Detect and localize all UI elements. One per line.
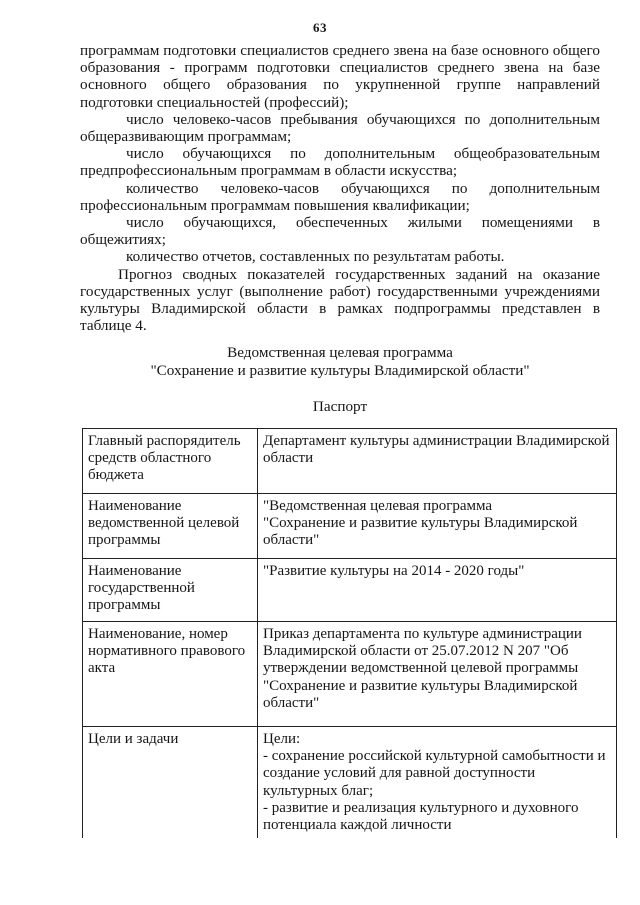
page-number: 63	[313, 20, 327, 35]
row-value-line: Приказ департамента по культуре администрации Владимирской области от 25.07.2012 N 207 "Об утверждении ведомственной целевой программы	[263, 626, 582, 677]
row-value	[258, 727, 617, 839]
row-value	[258, 622, 617, 727]
row-label: Главный распорядитель средств областного бюджета	[83, 429, 258, 494]
program-heading-line1: Ведомственная целевая программа	[227, 344, 453, 361]
body-text	[80, 42, 600, 334]
row-label: Наименование ведомственной целевой программы	[83, 494, 258, 559]
row-value-line: Цели:	[263, 731, 301, 747]
table-row	[83, 494, 617, 559]
paragraph: количество отчетов, составленных по результатам работы.	[126, 248, 505, 266]
passport-table	[82, 428, 617, 838]
paragraph: количество человеко-часов обучающихся по дополнительным профессиональным программам повышения квалификации;	[80, 179, 600, 214]
paragraph: число обучающихся по дополнительным общеобразовательным предпрофессиональным программам в области искусства;	[80, 145, 600, 180]
table-row	[83, 429, 617, 494]
program-heading-line2: "Сохранение и развитие культуры Владимирской области"	[150, 362, 530, 379]
row-value-line: "Сохранение и развитие культуры Владимирской области"	[263, 515, 578, 549]
table-row	[83, 727, 617, 839]
row-label: Наименование, номер нормативного правового акта	[83, 622, 258, 727]
row-value-line: - сохранение российской культурной самобытности и создание условий для равной доступности культурных благ;	[263, 748, 606, 799]
row-value	[258, 559, 617, 622]
table-row	[83, 559, 617, 622]
passport-title: Паспорт	[312, 398, 368, 415]
row-value-line: "Ведомственная целевая программа	[263, 498, 493, 514]
program-heading	[80, 344, 600, 380]
paragraph: программам подготовки специалистов среднего звена на базе основного общего образования - программ подготовки специалистов среднего звена на базе основного общего образования по укрупненной группе направлений подготовки специальностей (профессий);	[80, 42, 600, 111]
row-value-line: Департамент культуры администрации Владимирской области	[263, 433, 610, 467]
row-value-line: "Развитие культуры на 2014 - 2020 годы"	[263, 563, 525, 579]
paragraph: число человеко-часов пребывания обучающихся по дополнительным общеразвивающим программам;	[80, 110, 600, 146]
paragraph: число обучающихся, обеспеченных жилыми помещениями в общежитиях;	[80, 214, 600, 249]
row-label: Наименование государственной программы	[83, 559, 258, 622]
paragraph: Прогноз сводных показателей государственных заданий на оказание государственных услуг (выполнение работ) государственными учреждениями культуры Владимирской области в рамках подпрограммы представлен в таблице 4.	[80, 265, 600, 335]
row-value-line: "Сохранение и развитие культуры Владимирской области"	[263, 677, 578, 711]
row-label: Цели и задачи	[83, 727, 258, 839]
table-row	[83, 622, 617, 727]
row-value	[258, 494, 617, 559]
row-value	[258, 429, 617, 494]
row-value-line: - развитие и реализация культурного и духовного потенциала каждой личности	[263, 799, 579, 834]
